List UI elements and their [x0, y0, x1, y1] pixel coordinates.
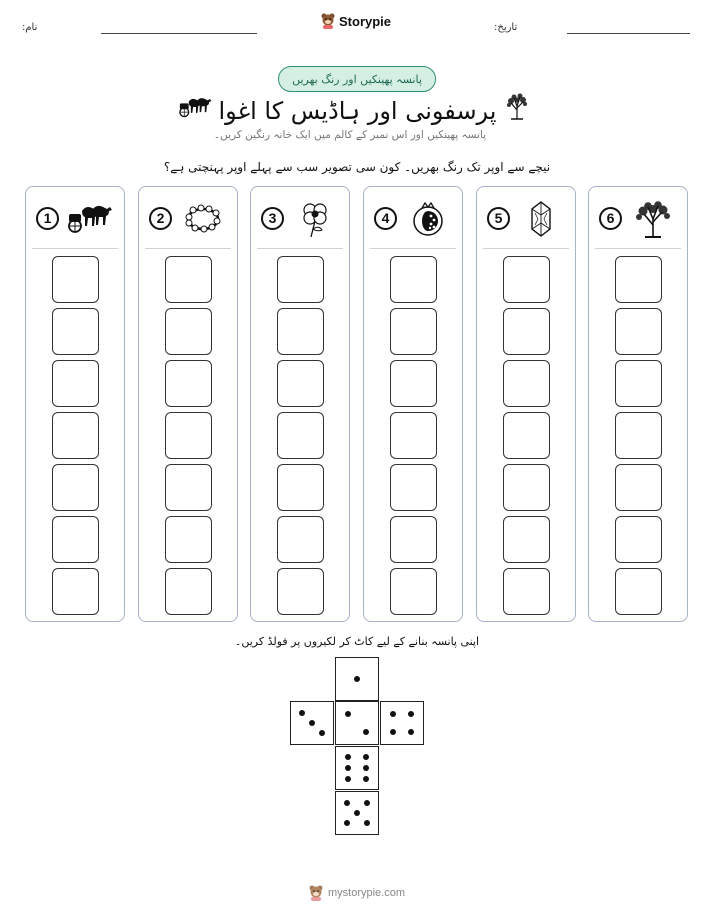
- pip: [309, 720, 315, 726]
- tree-title-icon: [505, 92, 529, 120]
- color-box[interactable]: [52, 568, 99, 615]
- bear-mascot-icon: [308, 884, 324, 902]
- color-box[interactable]: [165, 360, 212, 407]
- column-5: [476, 186, 576, 622]
- activity-badge: [278, 66, 436, 92]
- color-box[interactable]: [390, 308, 437, 355]
- date-label: تاریخ:: [494, 22, 518, 33]
- column-number: 1: [36, 207, 59, 230]
- chariot-icon: [66, 199, 114, 239]
- color-box[interactable]: [52, 360, 99, 407]
- column-number: 4: [374, 207, 397, 230]
- color-box[interactable]: [277, 412, 324, 459]
- pip: [345, 711, 351, 717]
- color-box[interactable]: [277, 256, 324, 303]
- color-box[interactable]: [165, 308, 212, 355]
- column-number: 5: [487, 207, 510, 230]
- bear-mascot-icon: [320, 12, 336, 30]
- column-number: 3: [261, 207, 284, 230]
- color-box[interactable]: [52, 256, 99, 303]
- color-box[interactable]: [390, 464, 437, 511]
- color-box[interactable]: [165, 464, 212, 511]
- color-box[interactable]: [52, 516, 99, 563]
- column-divider: [483, 248, 569, 249]
- page-title: پرسفونی اور ہاڈیس کا اغوا: [218, 97, 497, 125]
- color-box[interactable]: [165, 256, 212, 303]
- name-line[interactable]: [101, 33, 257, 34]
- pip: [390, 711, 396, 717]
- crystal-icon: [517, 199, 565, 239]
- tree-icon: [629, 199, 677, 239]
- storypie-logo: [320, 12, 391, 30]
- pip: [363, 765, 369, 771]
- die-instruction: اپنی پانسہ بنانے کے لیے کاٹ کر لکیروں پر فولڈ کریں۔: [234, 635, 480, 648]
- column-divider: [370, 248, 456, 249]
- column-6: [588, 186, 688, 622]
- column-1: [25, 186, 125, 622]
- column-4: [363, 186, 463, 622]
- column-3: [250, 186, 350, 622]
- color-box[interactable]: [615, 516, 662, 563]
- color-box[interactable]: [503, 464, 550, 511]
- color-box[interactable]: [615, 308, 662, 355]
- color-box[interactable]: [165, 412, 212, 459]
- color-box[interactable]: [277, 568, 324, 615]
- color-box[interactable]: [615, 256, 662, 303]
- pip: [363, 729, 369, 735]
- color-box[interactable]: [390, 412, 437, 459]
- pip: [390, 729, 396, 735]
- color-box[interactable]: [615, 568, 662, 615]
- color-box[interactable]: [390, 256, 437, 303]
- pip: [344, 800, 350, 806]
- die-face-six: [335, 746, 379, 790]
- color-box[interactable]: [165, 568, 212, 615]
- color-box[interactable]: [503, 516, 550, 563]
- pip: [345, 754, 351, 760]
- pip: [345, 765, 351, 771]
- color-box[interactable]: [52, 464, 99, 511]
- activity-badge-text: پانسہ پھینکیں اور رنگ بھریں: [292, 72, 422, 86]
- color-box[interactable]: [615, 360, 662, 407]
- die-net[interactable]: [290, 657, 424, 835]
- color-box[interactable]: [390, 360, 437, 407]
- color-box[interactable]: [52, 412, 99, 459]
- column-divider: [32, 248, 118, 249]
- pomegranate-icon: [404, 199, 452, 239]
- wreath-icon: [179, 199, 227, 239]
- color-box[interactable]: [277, 308, 324, 355]
- column-2: [138, 186, 238, 622]
- die-face-four: [380, 701, 424, 745]
- name-label: نام:: [22, 22, 38, 33]
- pip: [408, 729, 414, 735]
- footer: [308, 884, 405, 902]
- pip: [363, 776, 369, 782]
- color-box[interactable]: [277, 464, 324, 511]
- color-box[interactable]: [615, 464, 662, 511]
- column-divider: [145, 248, 231, 249]
- pip: [364, 820, 370, 826]
- color-box[interactable]: [503, 568, 550, 615]
- die-face-one: [335, 657, 379, 701]
- color-box[interactable]: [52, 308, 99, 355]
- pip: [299, 710, 305, 716]
- pip: [345, 776, 351, 782]
- column-number: 2: [149, 207, 172, 230]
- pip: [363, 754, 369, 760]
- color-box[interactable]: [503, 412, 550, 459]
- color-box[interactable]: [390, 568, 437, 615]
- pip: [344, 820, 350, 826]
- column-divider: [595, 248, 681, 249]
- color-box[interactable]: [503, 256, 550, 303]
- die-face-five: [335, 791, 379, 835]
- date-line[interactable]: [567, 33, 690, 34]
- brand-name: Storypie: [339, 13, 392, 29]
- color-box[interactable]: [165, 516, 212, 563]
- column-divider: [257, 248, 343, 249]
- pip: [364, 800, 370, 806]
- footer-website[interactable]: mystorypie.com: [328, 887, 406, 899]
- pip: [354, 676, 360, 682]
- pip: [408, 711, 414, 717]
- color-box[interactable]: [503, 308, 550, 355]
- column-number: 6: [599, 207, 622, 230]
- chariot-title-icon: [178, 96, 214, 118]
- color-box[interactable]: [277, 516, 324, 563]
- question-text: نیچے سے اوپر تک رنگ بھریں۔ کون سی تصویر سب سے پہلے اوپر پہنچتی ہے؟: [163, 160, 551, 174]
- poppy-icon: [291, 199, 339, 239]
- die-face-three: [290, 701, 334, 745]
- color-box[interactable]: [615, 412, 662, 459]
- color-box[interactable]: [390, 516, 437, 563]
- pip: [354, 810, 360, 816]
- die-face-two: [335, 701, 379, 745]
- page-subtitle: پانسہ پھینکیں اور اس نمبر کے کالم میں ایک خانہ رنگین کریں۔: [213, 129, 487, 141]
- color-box[interactable]: [277, 360, 324, 407]
- pip: [319, 730, 325, 736]
- color-box[interactable]: [503, 360, 550, 407]
